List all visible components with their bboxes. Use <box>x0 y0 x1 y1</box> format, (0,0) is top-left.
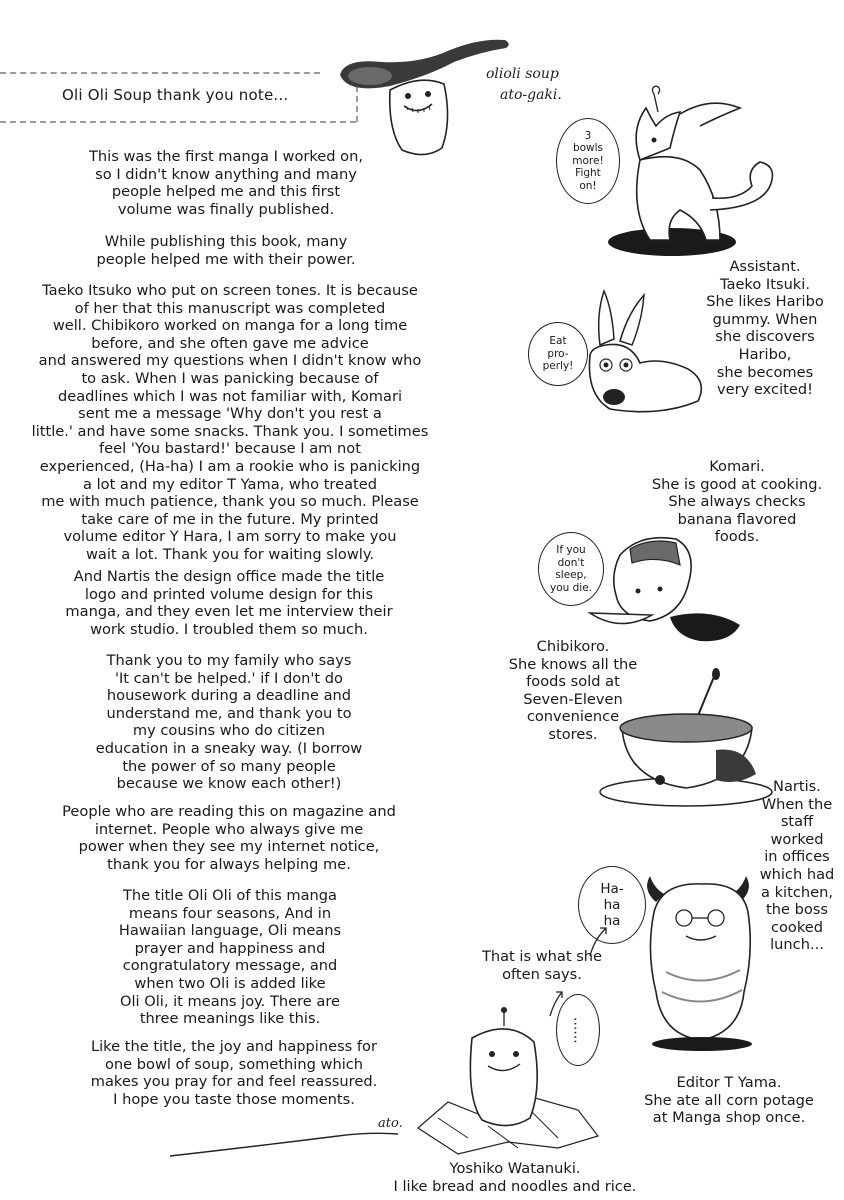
editor-caption: Editor T Yama. She ate all corn potage at Manga shop once. <box>644 1074 814 1127</box>
editor-speech-bubble: Ha- ha ha <box>578 866 646 944</box>
editor-creature-illustration <box>632 872 772 1052</box>
handwritten-title-line-2: ato-gaki. <box>500 87 562 103</box>
note-paragraph-2: While publishing this book, many people helped me with their power. <box>96 233 356 268</box>
spoon-mascot-illustration <box>330 20 520 160</box>
komari-caption: Komari. She is good at cooking. She always checks banana flavored foods. <box>651 458 823 546</box>
note-paragraph-4: And Nartis the design office made the title logo and printed volume design for this manga, and they even let me interview their work studio. I troubled them so much. <box>65 568 393 638</box>
note-paragraph-5: Thank you to my family who says 'It can't be helped.' if I don't do housework during a deadline and understand me, and thank you to my cousins who do citizen education in a sneaky way. (I borrow the power of so many people because we know each other!) <box>95 652 363 793</box>
komari-rabbit-illustration <box>570 285 720 425</box>
assistant-creature-illustration <box>600 90 810 260</box>
chibikoro-speech-bubble: If you don't sleep, you die. <box>538 532 604 606</box>
assistant-caption: Assistant. Taeko Itsuki. She likes Haribo gummy. When she discovers Haribo, she becomes very excited! <box>706 258 824 399</box>
nartis-soup-bowl-illustration <box>596 670 776 810</box>
chibikoro-creature-illustration <box>580 525 750 650</box>
editor-note-arrow <box>586 924 616 958</box>
header-dashed-rule-top <box>0 72 320 74</box>
note-paragraph-3: Taeko Itsuko who put on screen tones. It is because of her that this manuscript was completed well. Chibikoro worked on manga for a long time before, and she often gave me advice and answered my questions when I didn't know who to ask. When I was panicking because of deadlines which I was not familiar with, Komari sent me a message 'Why don't you rest a little.' and have some snacks. Thank you. I sometimes feel 'You bastard!' because I am not experienced, (Ha-ha) I am a rookie who is panicking a lot and my editor T Yama, who treated me with much patience, thank you so much. Please take care of me in the future. My printed volume editor Y Hara, I am sorry to make you wait a lot. Thank you for waiting slowly. <box>31 282 429 563</box>
note-paragraph-6: People who are reading this on magazine and internet. People who always give me power when they see my internet notice, thank you for always helping me. <box>62 803 396 873</box>
note-paragraph-8: Like the title, the joy and happiness for one bowl of soup, something which makes you pray for and feel reassured. I hope you taste those moments. <box>90 1038 378 1108</box>
nartis-caption: Nartis. When the staff worked in offices which had a kitchen, the boss cooked lunch... <box>759 778 835 954</box>
note-paragraph-1: This was the first manga I worked on, so I didn't know anything and many people helped me and this first volume was finally published. <box>88 148 364 218</box>
komari-speech-bubble: Eat pro- perly! <box>528 322 588 386</box>
note-paragraph-7: The title Oli Oli of this manga means four seasons, And in Hawaiian language, Oli means prayer and happiness and congratulatory message, and when two Oli is added like Oli Oli, it means joy. There are three meanings like this. <box>118 887 342 1028</box>
page-title: Oli Oli Soup thank you note... <box>62 86 289 104</box>
author-speech-bubble: ...... <box>556 994 600 1066</box>
editor-note: That is what she often says. <box>481 948 603 983</box>
signature: ato. <box>378 1116 403 1131</box>
chibikoro-caption: Chibikoro. She knows all the foods sold at Seven-Eleven convenience stores. <box>508 638 638 743</box>
assistant-speech-bubble: 3 bowls more! Fight on! <box>556 118 620 204</box>
author-caption: Yoshiko Watanuki. I like bread and noodles and rice. <box>393 1160 637 1195</box>
header-dashed-rule-bottom <box>0 121 356 123</box>
handwritten-title-line-1: olioli soup <box>486 66 559 82</box>
